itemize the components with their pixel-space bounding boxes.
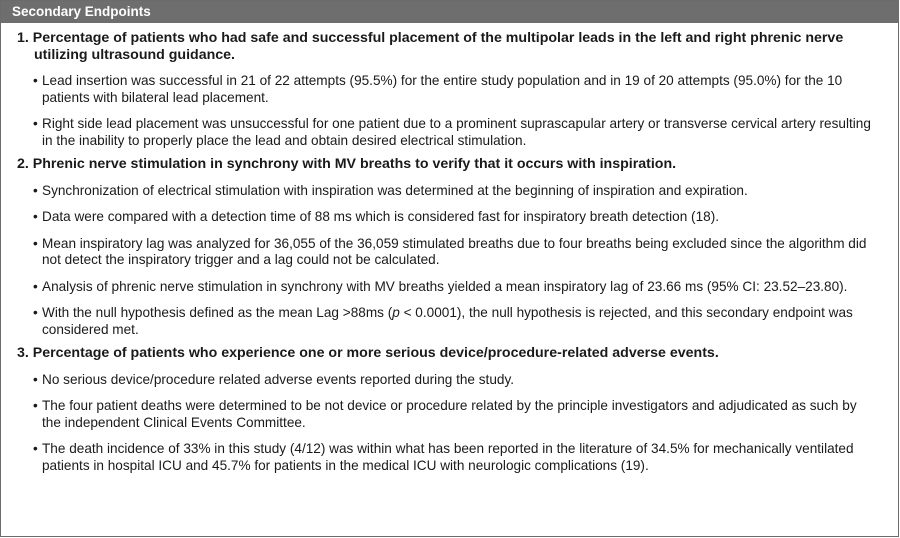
list-item: • Mean inspiratory lag was analyzed for 36,055 of the 36,059 stimulated breaths due to four breaths being excluded since the algorithm did not detect the inspiratory trigger and a lag could not be calculated. <box>35 236 892 269</box>
table-title: Secondary Endpoints <box>12 4 151 19</box>
list-item: • Synchronization of electrical stimulation with inspiration was determined at the beginning of inspiration and expiration. <box>35 183 892 200</box>
table-header <box>1 1 898 23</box>
endpoint-section-2 <box>17 156 892 338</box>
endpoint-heading: 3. Percentage of patients who experience one or more serious device/procedure-related adverse events. <box>17 345 719 361</box>
list-item: • The death incidence of 33% in this study (4/12) was within what has been reported in the literature of 34.5% for mechanically ventilated patients in hospital ICU and 45.7% for patients in the medical ICU with neurologic complications (19). <box>35 441 892 474</box>
list-item: • Right side lead placement was unsuccessful for one patient due to a prominent suprascapular artery or transverse cervical artery resulting in the inability to properly place the lead and obtain desired electrical stimulation. <box>35 116 892 149</box>
list-item: • Data were compared with a detection time of 88 ms which is considered fast for inspiratory breath detection (18). <box>35 209 892 226</box>
table-body <box>1 23 898 474</box>
list-item: • Lead insertion was successful in 21 of 22 attempts (95.5%) for the entire study population and in 19 of 20 attempts (95.0%) for the 10 patients with bilateral lead placement. <box>35 73 892 106</box>
endpoint-section-1 <box>17 30 892 149</box>
list-item: • Analysis of phrenic nerve stimulation in synchrony with MV breaths yielded a mean inspiratory lag of 23.66 ms (95% CI: 23.52–23.80). <box>35 279 892 296</box>
list-item: • With the null hypothesis defined as the mean Lag >88ms (p < 0.0001), the null hypothesis is rejected, and this secondary endpoint was considered met. <box>35 305 892 338</box>
endpoint-heading: 1. Percentage of patients who had safe and successful placement of the multipolar leads in the left and right phrenic nerve utilizing ultrasound guidance. <box>17 30 844 63</box>
endpoint-heading: 2. Phrenic nerve stimulation in synchrony with MV breaths to verify that it occurs with inspiration. <box>17 156 677 172</box>
endpoint-section-3 <box>17 345 892 474</box>
list-item: • The four patient deaths were determined to be not device or procedure related by the principle investigators and adjudicated as such by the independent Clinical Events Committee. <box>35 398 892 431</box>
list-item: • No serious device/procedure related adverse events reported during the study. <box>35 372 892 389</box>
